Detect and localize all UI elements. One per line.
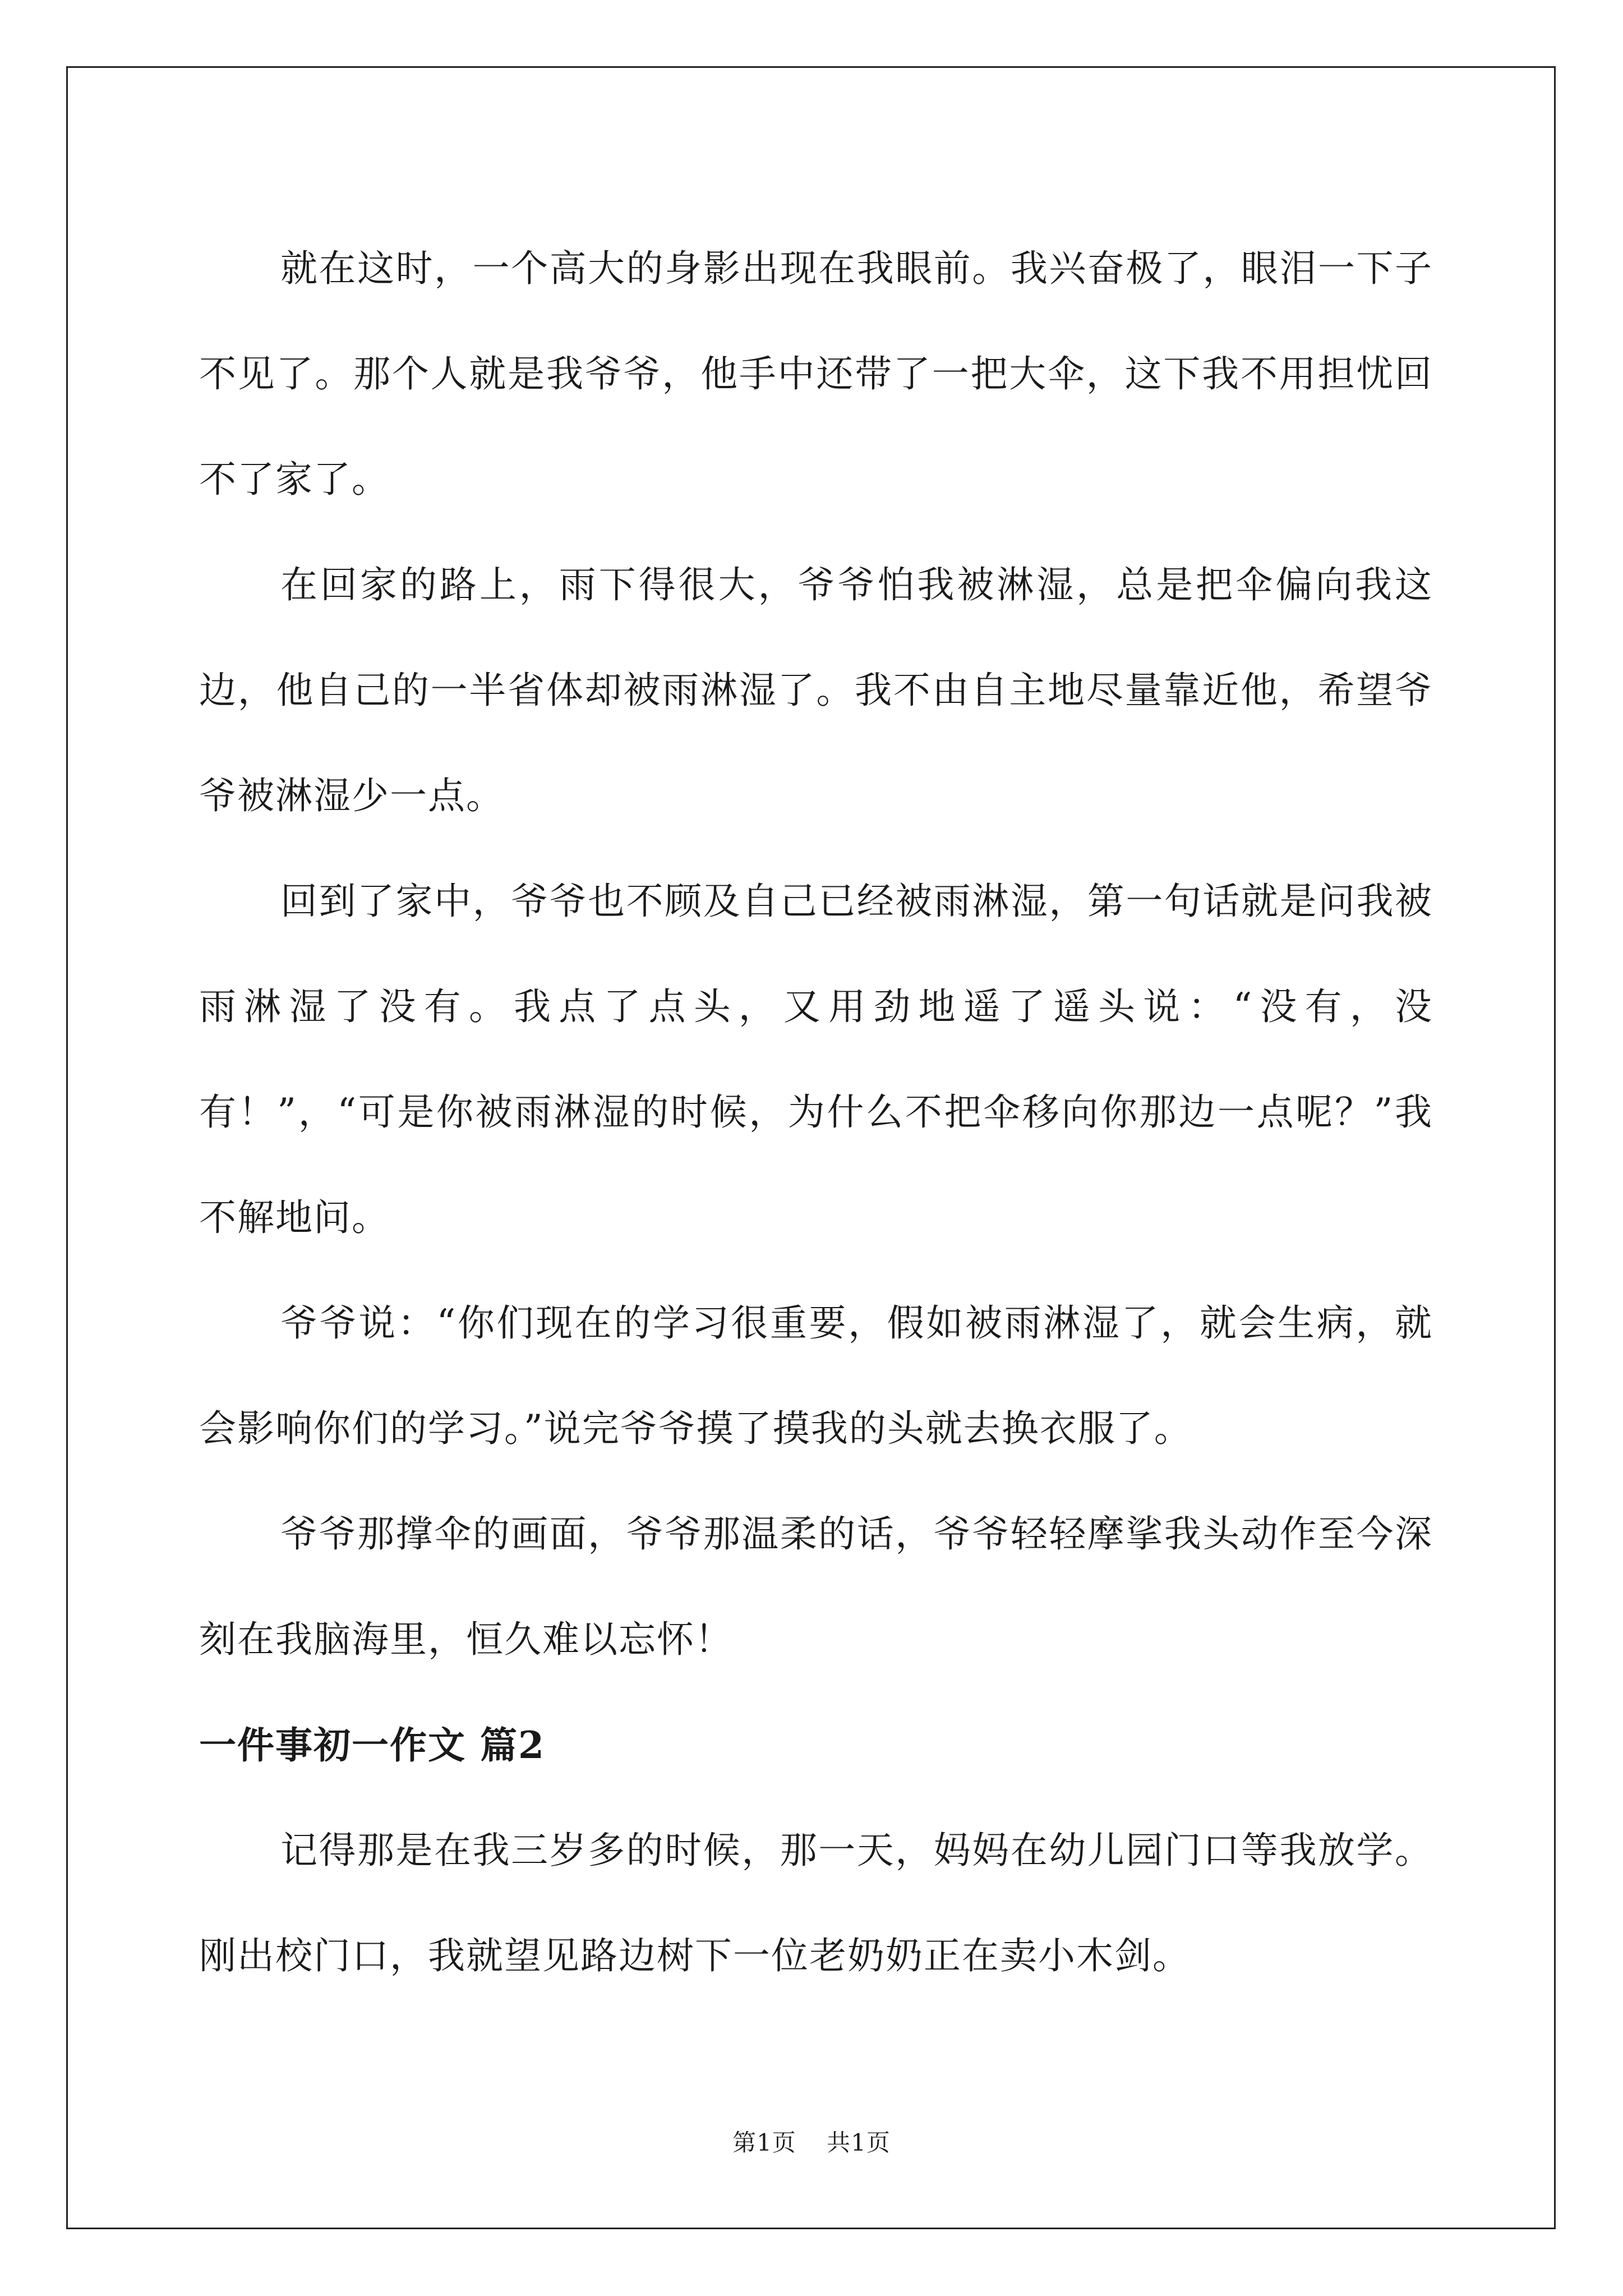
section-heading: 一件事初一作文 篇2 bbox=[199, 1723, 545, 1767]
paragraph: 记得那是在我三岁多的时候，那一天，妈妈在幼儿园门口等我放学。刚出校门口，我就望见路边树下一位老奶奶正在卖小木剑。 bbox=[199, 1829, 1433, 1977]
paragraph: 爷爷说：“你们现在的学习很重要，假如被雨淋湿了，就会生病，就会影响你们的学习。”说完爷爷摸了摸我的头就去换衣服了。 bbox=[199, 1301, 1433, 1450]
paragraph: 就在这时，一个高大的身影出现在我眼前。我兴奋极了，眼泪一下子不见了。那个人就是我爷爷，他手中还带了一把大伞，这下我不用担忧回不了家了。 bbox=[199, 247, 1433, 501]
paragraph: 在回家的路上，雨下得很大，爷爷怕我被淋湿，总是把伞偏向我这边，他自己的一半省体却被雨淋湿了。我不由自主地尽量靠近他，希望爷爷被淋湿少一点。 bbox=[199, 563, 1433, 817]
paragraph: 回到了家中，爷爷也不顾及自己已经被雨淋湿，第一句话就是问我被雨淋湿了没有。我点了点头，又用劲地遥了遥头说：“没有，没有！”，“可是你被雨淋湿的时候，为什么不把伞移向你那边一点呢？”我不解地问。 bbox=[199, 880, 1433, 1239]
document-body bbox=[199, 216, 1433, 2009]
paragraph: 爷爷那撑伞的画面，爷爷那温柔的话，爷爷轻轻摩挲我头动作至今深刻在我脑海里，恒久难以忘怀！ bbox=[199, 1512, 1433, 1661]
page-total: 共1页 bbox=[827, 2129, 891, 2156]
page-footer bbox=[0, 2126, 1623, 2160]
page-number: 第1页 bbox=[732, 2129, 796, 2156]
